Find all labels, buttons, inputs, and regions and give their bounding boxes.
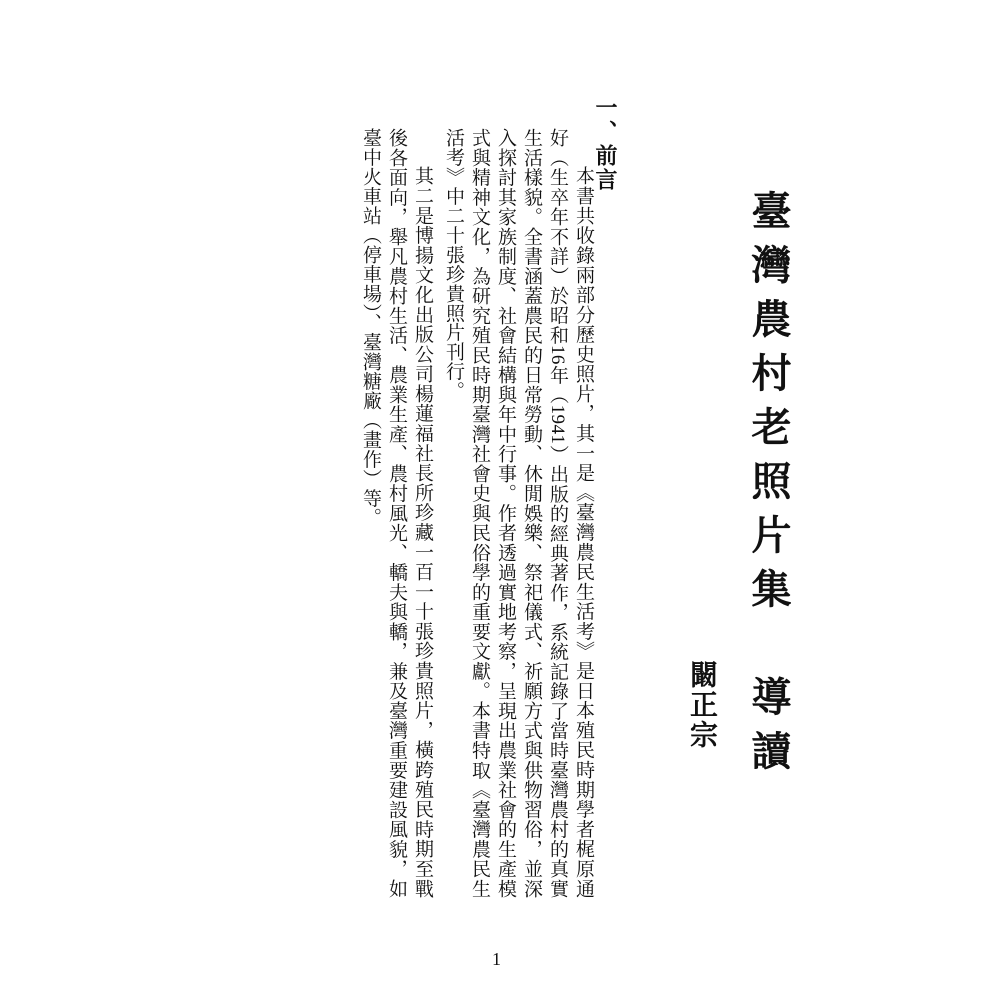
page-number: 1: [492, 949, 501, 969]
body-text: [357, 128, 596, 898]
author-name: 闞正宗: [686, 660, 719, 750]
paragraph-2: 其二是博揚文化出版公司楊蓮福社長所珍藏一百一十張珍貴照片，橫跨殖民時期至戰後各面向，舉凡農村生活、農業生產、農村風光、轎夫與轎，兼及臺灣重要建設風貌，如臺中火車站（停車場）、臺灣糖廠（畫作）等。: [360, 128, 433, 898]
section-heading: 一、前言: [593, 96, 618, 192]
paragraph-1: 本書共收錄兩部分歷史照片，其一是《臺灣農民生活考》是日本殖民時期學者梶原通好（生卒年不詳）於昭和16年（1941）出版的經典著作，系統記錄了當時臺灣農村的真實生活樣貌。全書涵蓋農民的日常勞動、休閒娛樂、祭祀儀式、祈願方式與供物習俗，並深入探討其家族制度、社會結構與年中行事。作者透過實地考察，呈現出農業社會的生產模式與精神文化，為研究殖民時期臺灣社會史與民俗學的重要文獻。本書特取《臺灣農民生活考》中二十張珍貴照片刊行。: [443, 128, 594, 898]
document-title: 臺灣農村老照片集 導讀: [745, 190, 792, 784]
